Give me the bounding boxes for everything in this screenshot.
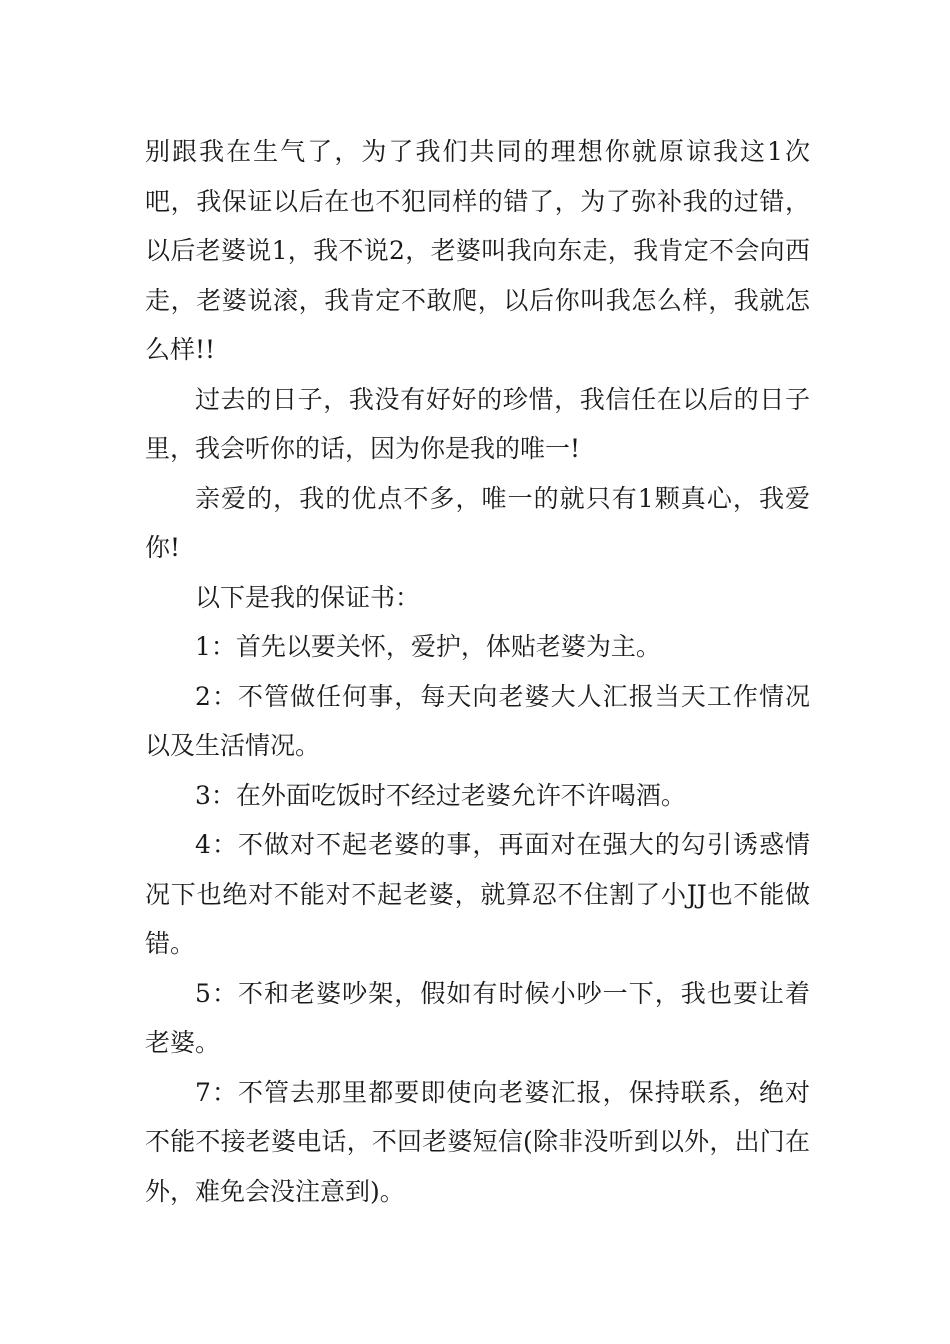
pledge-item-1: 1：首先以要关怀，爱护，体贴老婆为主。 [195,632,661,661]
paragraph-pledge-intro: 以下是我的保证书： [195,582,421,612]
pledge-item-4: 4：不做对不起老婆的事，再面对在强大的勾引诱惑情况下也绝对不能对不起老婆，就算忍不住割了小JJ也不能做错。 [145,830,810,958]
pledge-item-2: 2：不管做任何事，每天向老婆大人汇报当天工作情况以及生活情况。 [145,681,810,760]
pledge-item-3: 3：在外面吃饭时不经过老婆允许不许喝酒。 [195,780,686,810]
pledge-item-7: 7：不管去那里都要即使向老婆汇报，保持联系，绝对不能不接老婆电话，不回老婆短信(除非没听到以外，出门在外，难免会没注意到)。 [145,1077,810,1206]
paragraph-true-heart: 亲爱的，我的优点不多，唯一的就只有1颗真心，我爱你! [145,483,810,562]
pledge-item-5: 5：不和老婆吵架，假如有时候小吵一下，我也要让着老婆。 [145,978,810,1057]
document-body [145,127,810,1216]
paragraph-apology: 别跟我在生气了，为了我们共同的理想你就原谅我这1次吧，我保证以后在也不犯同样的错了，为了弥补我的过错，以后老婆说1，我不说2，老婆叫我向东走，我肯定不会向西走，老婆说滚，我肯定不敢爬，以后你叫我怎么样，我就怎么样!! [145,137,810,364]
paragraph-past-days: 过去的日子，我没有好好的珍惜，我信任在以后的日子里，我会听你的话，因为你是我的唯一! [145,384,810,463]
